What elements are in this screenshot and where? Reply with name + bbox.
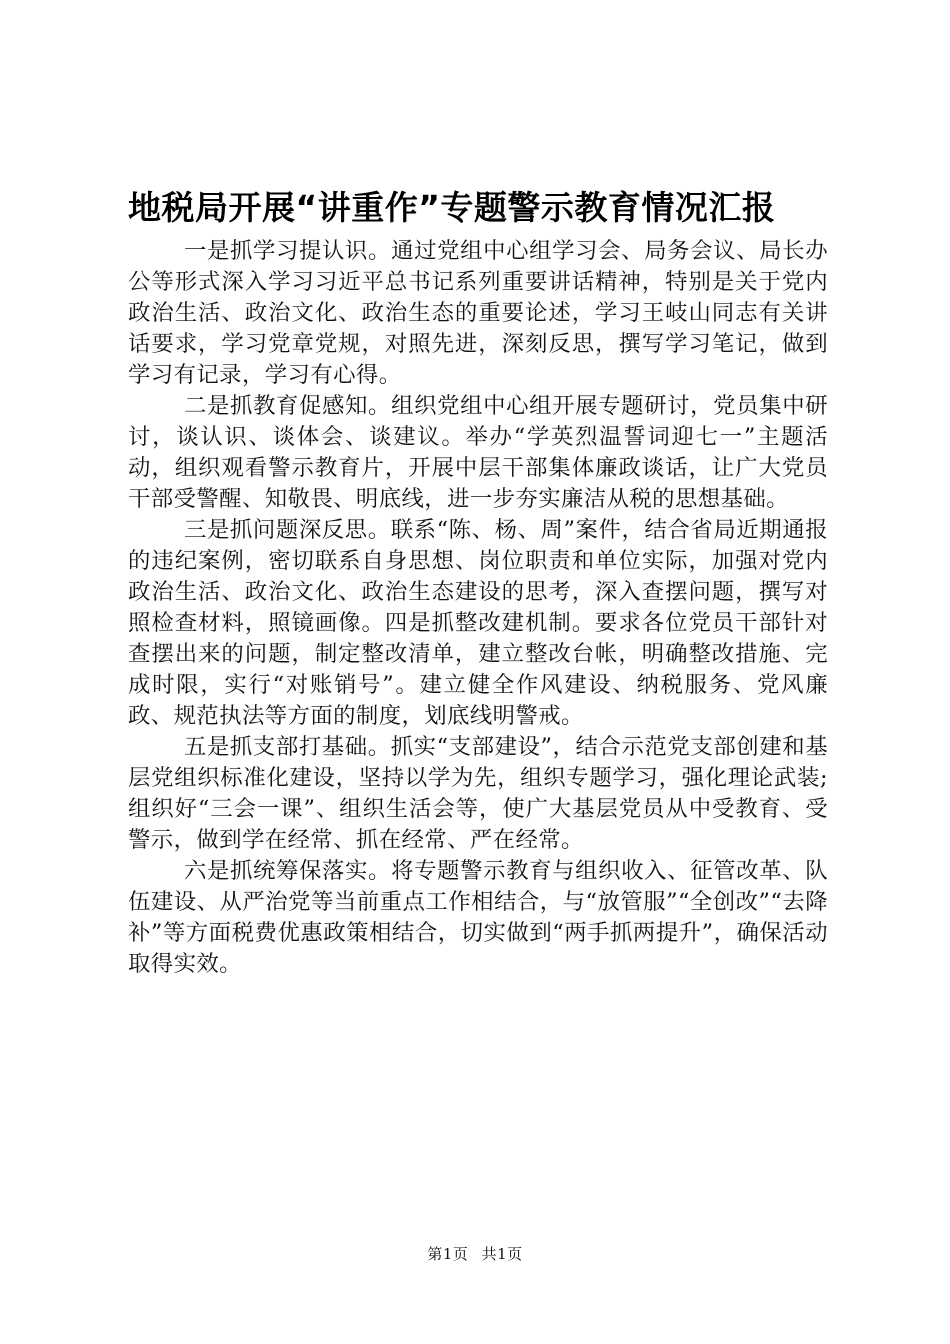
page-total: 共1页 [481, 1245, 523, 1263]
paragraph-4: 五是抓支部打基础。抓实“支部建设”，结合示范党支部创建和基层党组织标准化建设，坚持以学为先，组织专题学习，强化理论武装;组织好“三会一课”、组织生活会等，使广大基层党员从中受教育、受警示，做到学在经常、抓在经常、严在经常。 [128, 734, 828, 853]
document-title: 地税局开展“讲重作”专题警示教育情况汇报 [128, 188, 776, 227]
paragraph-2: 二是抓教育促感知。组织党组中心组开展专题研讨，党员集中研讨，谈认识、谈体会、谈建议。举办“学英烈温誓词迎七一”主题活动，组织观看警示教育片，开展中层干部集体廉政谈话，让广大党员干部受警醒、知敬畏、明底线，进一步夯实廉洁从税的思想基础。 [128, 393, 828, 512]
document-body [128, 236, 828, 980]
paragraph-5: 六是抓统筹保落实。将专题警示教育与组织收入、征管改革、队伍建设、从严治党等当前重点工作相结合，与“放管服”“全创改”“去降补”等方面税费优惠政策相结合，切实做到“两手抓两提升”，确保活动取得实效。 [128, 858, 828, 977]
page-number: 第1页 [427, 1245, 469, 1263]
paragraph-3: 三是抓问题深反思。联系“陈、杨、周”案件，结合省局近期通报的违纪案例，密切联系自身思想、岗位职责和单位实际，加强对党内政治生活、政治文化、政治生态建设的思考，深入查摆问题，撰写对照检查材料，照镜画像。四是抓整改建机制。要求各位党员干部针对查摆出来的问题，制定整改清单，建立整改台帐，明确整改措施、完成时限，实行“对账销号”。建立健全作风建设、纳税服务、党风廉政、规范执法等方面的制度，划底线明警戒。 [128, 517, 828, 729]
paragraph-1: 一是抓学习提认识。通过党组中心组学习会、局务会议、局长办公等形式深入学习习近平总书记系列重要讲话精神，特别是关于党内政治生活、政治文化、政治生态的重要论述，学习王岐山同志有关讲话要求，学习党章党规，对照先进，深刻反思，撰写学习笔记，做到学习有记录，学习有心得。 [128, 238, 828, 388]
page-footer [0, 1244, 950, 1264]
